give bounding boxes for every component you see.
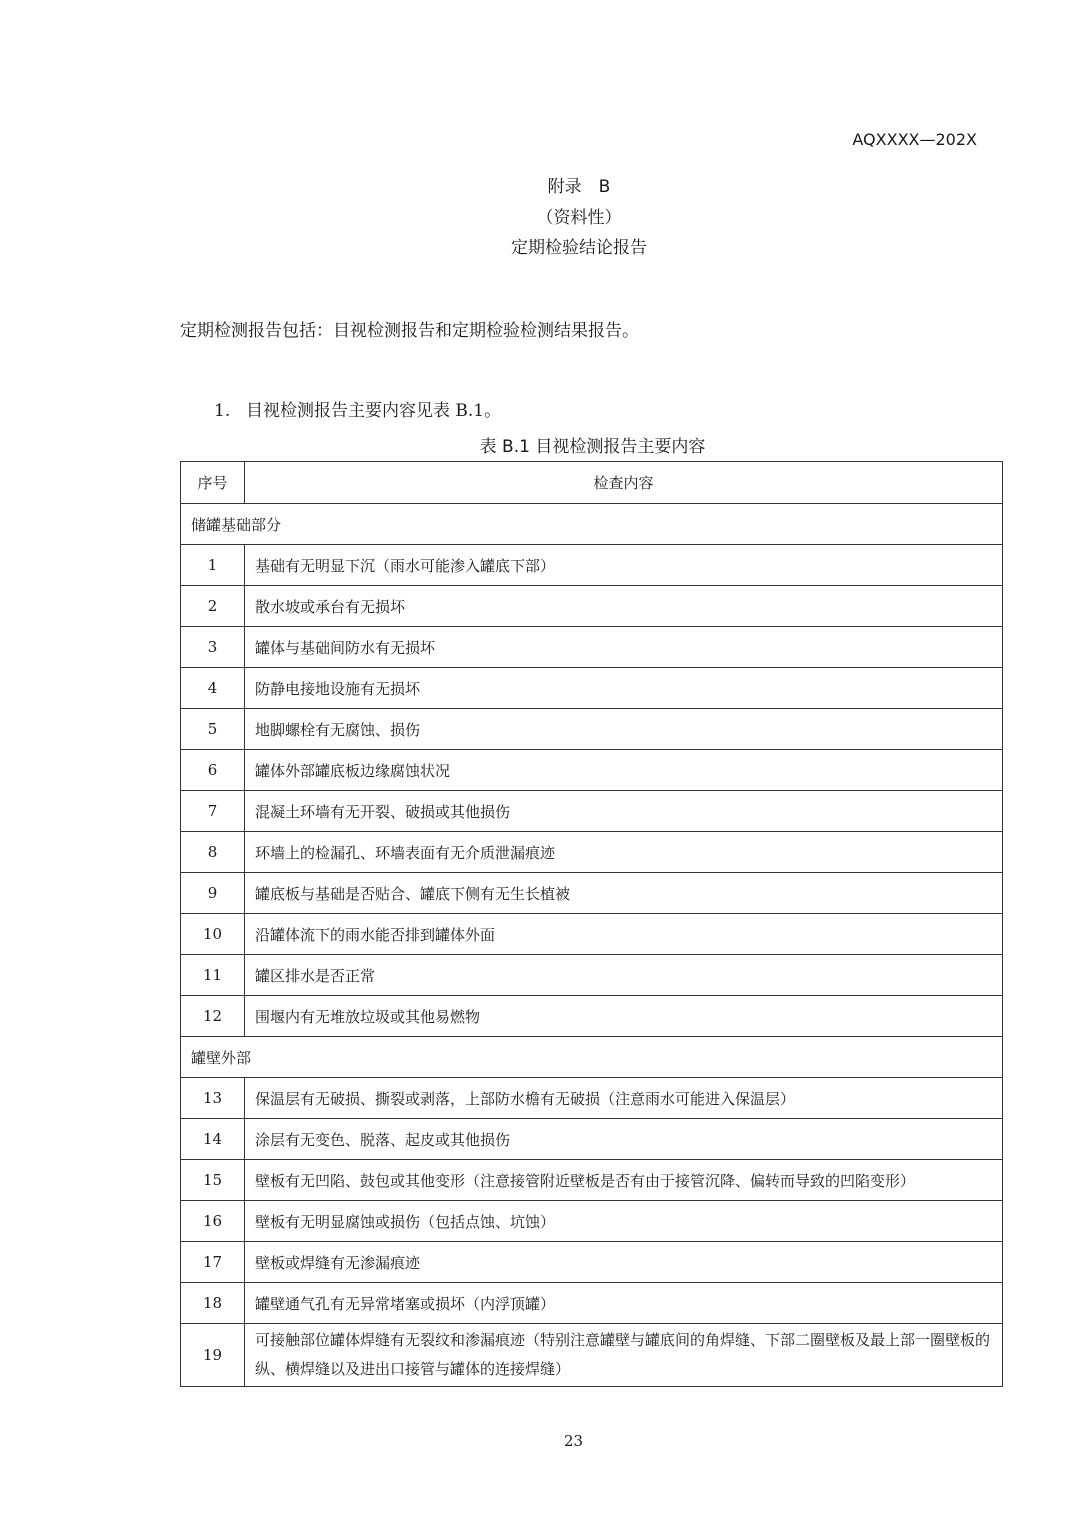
row-content: 围堰内有无堆放垃圾或其他易燃物	[245, 996, 1003, 1037]
table-row	[181, 832, 1003, 873]
row-content: 保温层有无破损、撕裂或剥落，上部防水檐有无破损（注意雨水可能进入保温层）	[245, 1078, 1003, 1119]
table-row	[181, 668, 1003, 709]
row-number: 5	[181, 709, 245, 750]
table-row	[181, 791, 1003, 832]
row-number: 6	[181, 750, 245, 791]
list-item-number: 1.	[214, 401, 231, 421]
table-row	[181, 1283, 1003, 1324]
table-row	[181, 1119, 1003, 1160]
row-content: 环墙上的检漏孔、环墙表面有无介质泄漏痕迹	[245, 832, 1003, 873]
table-row	[181, 586, 1003, 627]
section-row	[181, 504, 1003, 545]
row-number: 14	[181, 1119, 245, 1160]
table-row	[181, 1324, 1003, 1387]
table-row	[181, 955, 1003, 996]
table-row	[181, 545, 1003, 586]
table-caption: 表 B.1 目视检测报告主要内容	[479, 437, 706, 457]
row-content: 涂层有无变色、脱落、起皮或其他损伤	[245, 1119, 1003, 1160]
list-item-text: 目视检测报告主要内容见表 B.1。	[246, 401, 502, 421]
table-row	[181, 1160, 1003, 1201]
row-number: 11	[181, 955, 245, 996]
row-content: 罐区排水是否正常	[245, 955, 1003, 996]
section-row	[181, 1037, 1003, 1078]
row-content: 混凝土环墙有无开裂、破损或其他损伤	[245, 791, 1003, 832]
list-item-1	[214, 396, 501, 421]
table-row	[181, 1201, 1003, 1242]
row-number: 13	[181, 1078, 245, 1119]
row-content: 罐体与基础间防水有无损坏	[245, 627, 1003, 668]
row-content: 散水坡或承台有无损坏	[245, 586, 1003, 627]
section-title: 储罐基础部分	[181, 504, 1003, 545]
table-row	[181, 627, 1003, 668]
table-row	[181, 1242, 1003, 1283]
row-content: 壁板或焊缝有无渗漏痕迹	[245, 1242, 1003, 1283]
intro-paragraph: 定期检测报告包括：目视检测报告和定期检验检测结果报告。	[180, 321, 639, 341]
row-number: 15	[181, 1160, 245, 1201]
row-content: 罐体外部罐底板边缘腐蚀状况	[245, 750, 1003, 791]
header-content: 检查内容	[245, 462, 1003, 504]
row-number: 17	[181, 1242, 245, 1283]
table-row	[181, 873, 1003, 914]
row-content: 可接触部位罐体焊缝有无裂纹和渗漏痕迹（特别注意罐壁与罐底间的角焊缝、下部二圈壁板及最上部一圈壁板的纵、横焊缝以及进出口接管与罐体的连接焊缝）	[245, 1324, 1003, 1387]
row-number: 18	[181, 1283, 245, 1324]
row-content: 地脚螺栓有无腐蚀、损伤	[245, 709, 1003, 750]
table-row	[181, 709, 1003, 750]
row-number: 12	[181, 996, 245, 1037]
row-content: 罐底板与基础是否贴合、罐底下侧有无生长植被	[245, 873, 1003, 914]
row-number: 2	[181, 586, 245, 627]
row-number: 10	[181, 914, 245, 955]
row-number: 16	[181, 1201, 245, 1242]
table-row	[181, 914, 1003, 955]
row-content: 罐壁通气孔有无异常堵塞或损坏（内浮顶罐）	[245, 1283, 1003, 1324]
appendix-title: 附录 B	[547, 177, 611, 197]
row-content: 壁板有无凹陷、鼓包或其他变形（注意接管附近壁板是否有由于接管沉降、偏转而导致的凹陷变形）	[245, 1160, 1003, 1201]
document-code: AQXXXX—202X	[852, 130, 977, 149]
row-number: 7	[181, 791, 245, 832]
table-row	[181, 1078, 1003, 1119]
row-number: 3	[181, 627, 245, 668]
table-row	[181, 996, 1003, 1037]
row-number: 8	[181, 832, 245, 873]
row-content: 防静电接地设施有无损坏	[245, 668, 1003, 709]
appendix-type: （资料性）	[536, 208, 622, 228]
row-content: 沿罐体流下的雨水能否排到罐体外面	[245, 914, 1003, 955]
inspection-table	[180, 461, 1003, 1387]
row-number: 4	[181, 668, 245, 709]
table-row	[181, 750, 1003, 791]
row-number: 19	[181, 1324, 245, 1387]
table-header-row	[181, 462, 1003, 504]
row-number: 1	[181, 545, 245, 586]
row-number: 9	[181, 873, 245, 914]
page-number: 23	[563, 1432, 584, 1450]
section-title: 罐壁外部	[181, 1037, 1003, 1078]
row-content: 壁板有无明显腐蚀或损伤（包括点蚀、坑蚀）	[245, 1201, 1003, 1242]
row-content: 基础有无明显下沉（雨水可能渗入罐底下部）	[245, 545, 1003, 586]
header-serial: 序号	[181, 462, 245, 504]
appendix-subject: 定期检验结论报告	[511, 238, 647, 258]
